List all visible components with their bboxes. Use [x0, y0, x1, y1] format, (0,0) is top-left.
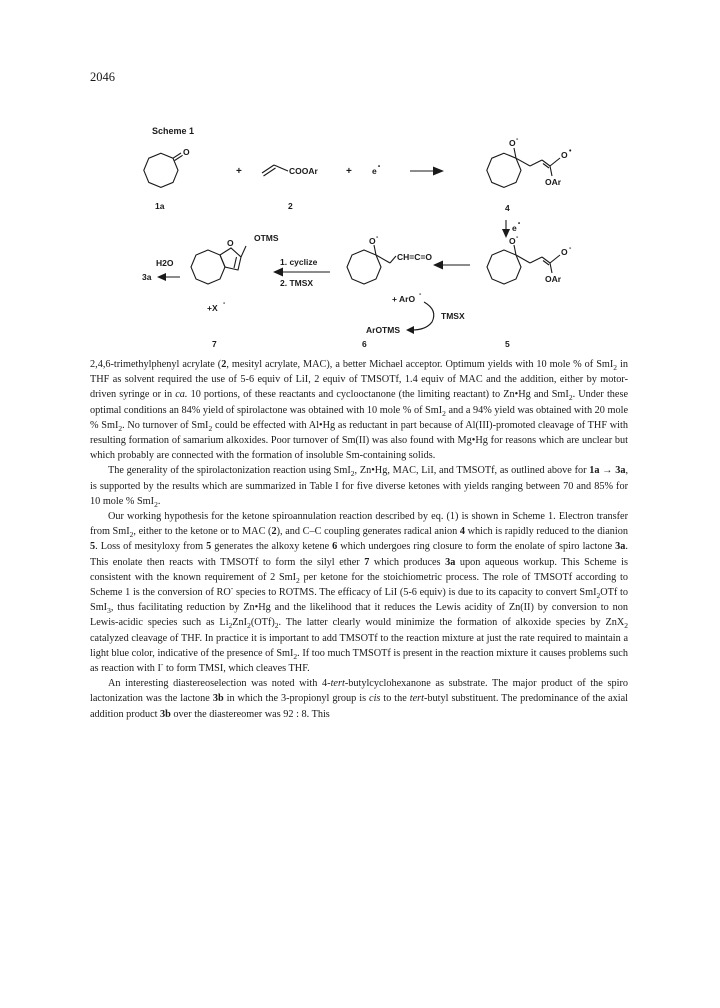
plus-sign: + — [346, 166, 352, 177]
italic-text: tert — [409, 693, 424, 705]
italic-text: cis — [369, 693, 381, 705]
subscript: 2 — [568, 393, 573, 403]
aryloxy-group: OAr — [545, 274, 562, 284]
compound-label-5: 5 — [505, 339, 510, 349]
text-run: species to ROTMS. The efficacy of LiI (5-6 equiv) is due to its capacity to convert SmI — [233, 587, 597, 599]
aryl-acrylate-structure — [262, 165, 319, 176]
text-run: . This enolate then reacts with TMSOTf to form the silyl ether — [90, 541, 628, 568]
trimethylsilyloxy-group: OTMS — [254, 233, 279, 243]
text-run: in THF as solvent required the use of 5-6 equiv of LiI, 2 equiv of TMSOTf, 1.4 equiv of MAC and the addition, either by motor-driven syringe or in — [90, 359, 628, 401]
text-run: in which the 3-propionyl group is — [223, 693, 370, 705]
text-run: over the diastereomer was 92 : 8. This — [170, 708, 330, 720]
compound-number: 5 — [90, 541, 96, 553]
subscript: 2 — [129, 530, 134, 540]
paragraph — [90, 463, 628, 509]
compound-number: 3b — [212, 693, 224, 705]
text-run: . If too much TMSOTf is present in the reaction mixture it causes problems such as reaction with I — [90, 647, 628, 675]
cyclooctanone-structure — [144, 147, 190, 187]
text-run: and a 94% yield was obtained with 20 mole % SmI — [90, 404, 628, 431]
enolate-oxygen: O — [561, 150, 568, 160]
charge-minus: - — [516, 136, 519, 143]
aryloxide-byproduct: + ArO — [392, 294, 416, 304]
text-run: The generality of the spirolactonization reaction using SmI — [108, 465, 351, 477]
compound-number: 3b — [160, 708, 171, 720]
text-run: 2,4,6-trimethylphenyl acrylate ( — [90, 359, 222, 370]
electron-symbol: e — [372, 166, 377, 176]
ketene-group: CH=C=O — [397, 252, 432, 262]
compound-number: 3a — [615, 465, 626, 477]
text-run: (OTf) — [250, 617, 275, 629]
text-run: upon aqueous workup. This Scheme is consistent with the known requirement of 2 SmI — [90, 556, 628, 583]
text-run: -butylcyclohexanone as substrate. The major product of the spiro lactonization was the lactone — [90, 678, 628, 705]
charge-minus: - — [223, 300, 226, 307]
text-run: . — [157, 495, 161, 507]
compound-label-4: 4 — [505, 203, 510, 213]
subscript: 2 — [247, 621, 251, 631]
compound-number: 4 — [459, 526, 465, 538]
text-run: → — [599, 465, 616, 477]
subscript: 2 — [596, 591, 601, 601]
acrylate-ester-group: COOAr — [289, 166, 318, 176]
water-reagent: H2O — [156, 258, 174, 268]
text-run: , thus facilitating reduction by Zn•Hg and the likelihood that it reduces the Lewis acidity of Zn(II) by conversion to non Lewis-acidic species such as Li — [90, 602, 628, 629]
ketone-oxygen: O — [183, 147, 190, 157]
electron-charge: • — [518, 221, 521, 227]
text-run: generates the alkoxy ketene — [211, 541, 333, 553]
arrow-to-ketene — [433, 261, 470, 270]
curved-arrow-silylation — [406, 302, 434, 334]
page-number: 2046 — [90, 70, 115, 84]
subscript: 2 — [118, 423, 123, 433]
superscript: - — [160, 659, 164, 669]
subscript: 2 — [442, 408, 446, 418]
text-run: . Loss of mesityloxy from — [95, 541, 207, 553]
subscript: 2 — [624, 621, 628, 631]
alkoxide-oxygen: O — [509, 138, 516, 148]
article-body — [90, 357, 628, 722]
compound-label-6: 6 — [362, 339, 367, 349]
subscript: 2 — [274, 621, 279, 631]
text-run: which undergoes ring closure to form the enolate of spiro lactone — [337, 541, 616, 553]
alkoxide-oxygen: O — [509, 236, 516, 246]
arrow-to-product — [157, 273, 180, 281]
subscript: 2 — [350, 469, 355, 479]
italic-text: ca. — [175, 389, 188, 401]
subscript: 2 — [296, 575, 300, 585]
text-run: , Zn•Hg, MAC, LiI, and TMSOTf, as outlined above for — [354, 465, 590, 477]
paragraph — [90, 676, 628, 722]
subscript: 2 — [208, 423, 213, 433]
compound-number: 1a — [589, 465, 600, 477]
aryl-silyl-ether-byproduct: ArOTMS — [366, 325, 400, 335]
text-run: per ketone for the stoichiometric process. The role of TMSOTf according to Scheme 1 is the conversion of RO — [90, 571, 628, 599]
arrow-cyclize — [273, 268, 330, 277]
text-run: . No turnover of SmI — [122, 419, 209, 431]
subscript: 2 — [228, 621, 233, 631]
enolate-oxygen: O — [561, 247, 568, 257]
text-run: to form TMSI, which cleaves THF. — [163, 663, 310, 675]
scheme-title: Scheme 1 — [152, 126, 195, 136]
text-run: catalyzed cleavage of THF. In practice it is important to add TMSOTf to the reaction mixture at just the rate required to maintain a light blue color, indicative of the presence of SmI — [90, 632, 628, 659]
text-run: , is supported by the results which are summarized in Table I for five diverse ketones with yields ranging between 70 and 85% for 10 mole % SmI — [90, 465, 629, 507]
text-run: , either to the ketone or to MAC ( — [133, 526, 272, 538]
text-run: which is rapidly reduced to the dianion — [464, 526, 628, 538]
aryloxy-group: OAr — [545, 177, 562, 187]
text-run: -butyl substituent. The predominance of the axial addition product — [90, 693, 628, 720]
compound-number: 6 — [332, 541, 338, 553]
text-run: ZnI — [232, 617, 248, 629]
compound-number: 2 — [271, 526, 277, 538]
electron-charge: • — [378, 164, 381, 170]
ring-oxygen: O — [227, 238, 234, 248]
text-run: OTf to SmI — [90, 587, 628, 614]
subscript: 3 — [107, 606, 111, 616]
subscript: 2 — [613, 363, 618, 373]
step-1-cyclize: 1. cyclize — [280, 257, 318, 267]
step-2-silylation: 2. TMSX — [280, 278, 314, 288]
text-run: ), and C–C coupling generates radical anion — [276, 526, 460, 538]
radical-dot: • — [569, 148, 572, 155]
radical-anion-structure — [487, 136, 572, 187]
text-run: to the — [380, 693, 410, 705]
compound-label-1a: 1a — [155, 201, 165, 211]
compound-number: 7 — [364, 556, 370, 568]
alkoxy-ketene-structure — [347, 234, 432, 284]
charge-minus: - — [516, 234, 519, 241]
compound-number: 3a — [445, 556, 456, 568]
text-run: . The latter clearly would minimize the formation of alkoxide species by ZnX — [278, 617, 625, 629]
subscript: 2 — [154, 499, 158, 509]
compound-number: 5 — [206, 541, 212, 553]
superscript: - — [230, 583, 234, 593]
compound-label-2: 2 — [288, 201, 293, 211]
alkoxide-oxygen: O — [369, 236, 376, 246]
compound-label-7: 7 — [212, 339, 217, 349]
electron-symbol: e — [512, 223, 517, 233]
charge-minus: - — [569, 245, 572, 252]
compound-number: 3a — [615, 541, 626, 553]
dianion-structure — [487, 234, 572, 284]
text-run: 10 portions, of these reactants and cyclooctanone (the limiting reactant) to Zn•Hg and SmI — [187, 389, 569, 401]
paragraph — [90, 357, 628, 463]
counterion: +X — [207, 303, 218, 313]
text-run: Our working hypothesis for the ketone spiroannulation reaction described by eq. (1) is shown in Scheme 1. Electron transfer from SmI — [90, 511, 628, 538]
text-run: , mesityl acrylate, MAC), a better Michael acceptor. Optimum yields with 10 mole % of SmI — [226, 359, 614, 370]
product-label-3a: 3a — [142, 272, 152, 282]
arrow-to-radical-anion — [410, 167, 444, 176]
text-run: could be effected with Al•Hg as reductant in part because of Al(III)-promoted cleavage of THF with resulting formation of samarium alkoxides. Poor turnover of Sm(II) was also found with Mg•Hg for reasons which are unclear but which probably are connected with the formation of insoluble Sm-containing solids. — [90, 419, 628, 462]
silylating-reagent: TMSX — [441, 311, 465, 321]
reaction-scheme — [0, 110, 720, 350]
charge-minus: - — [376, 234, 379, 241]
plus-sign: + — [236, 166, 242, 177]
subscript: 2 — [293, 651, 298, 661]
silyl-ether-structure — [191, 233, 279, 284]
text-run: which produces — [369, 556, 446, 568]
compound-number: 2 — [221, 359, 227, 370]
text-run: An interesting diastereoselection was noted with 4- — [108, 678, 331, 690]
italic-text: tert — [330, 678, 345, 690]
text-run: . Under these optimal conditions an 84% yield of spirolactone was obtained with 10 mole % of SmI — [90, 389, 629, 416]
paragraph — [90, 509, 628, 676]
charge-minus: - — [419, 291, 422, 298]
